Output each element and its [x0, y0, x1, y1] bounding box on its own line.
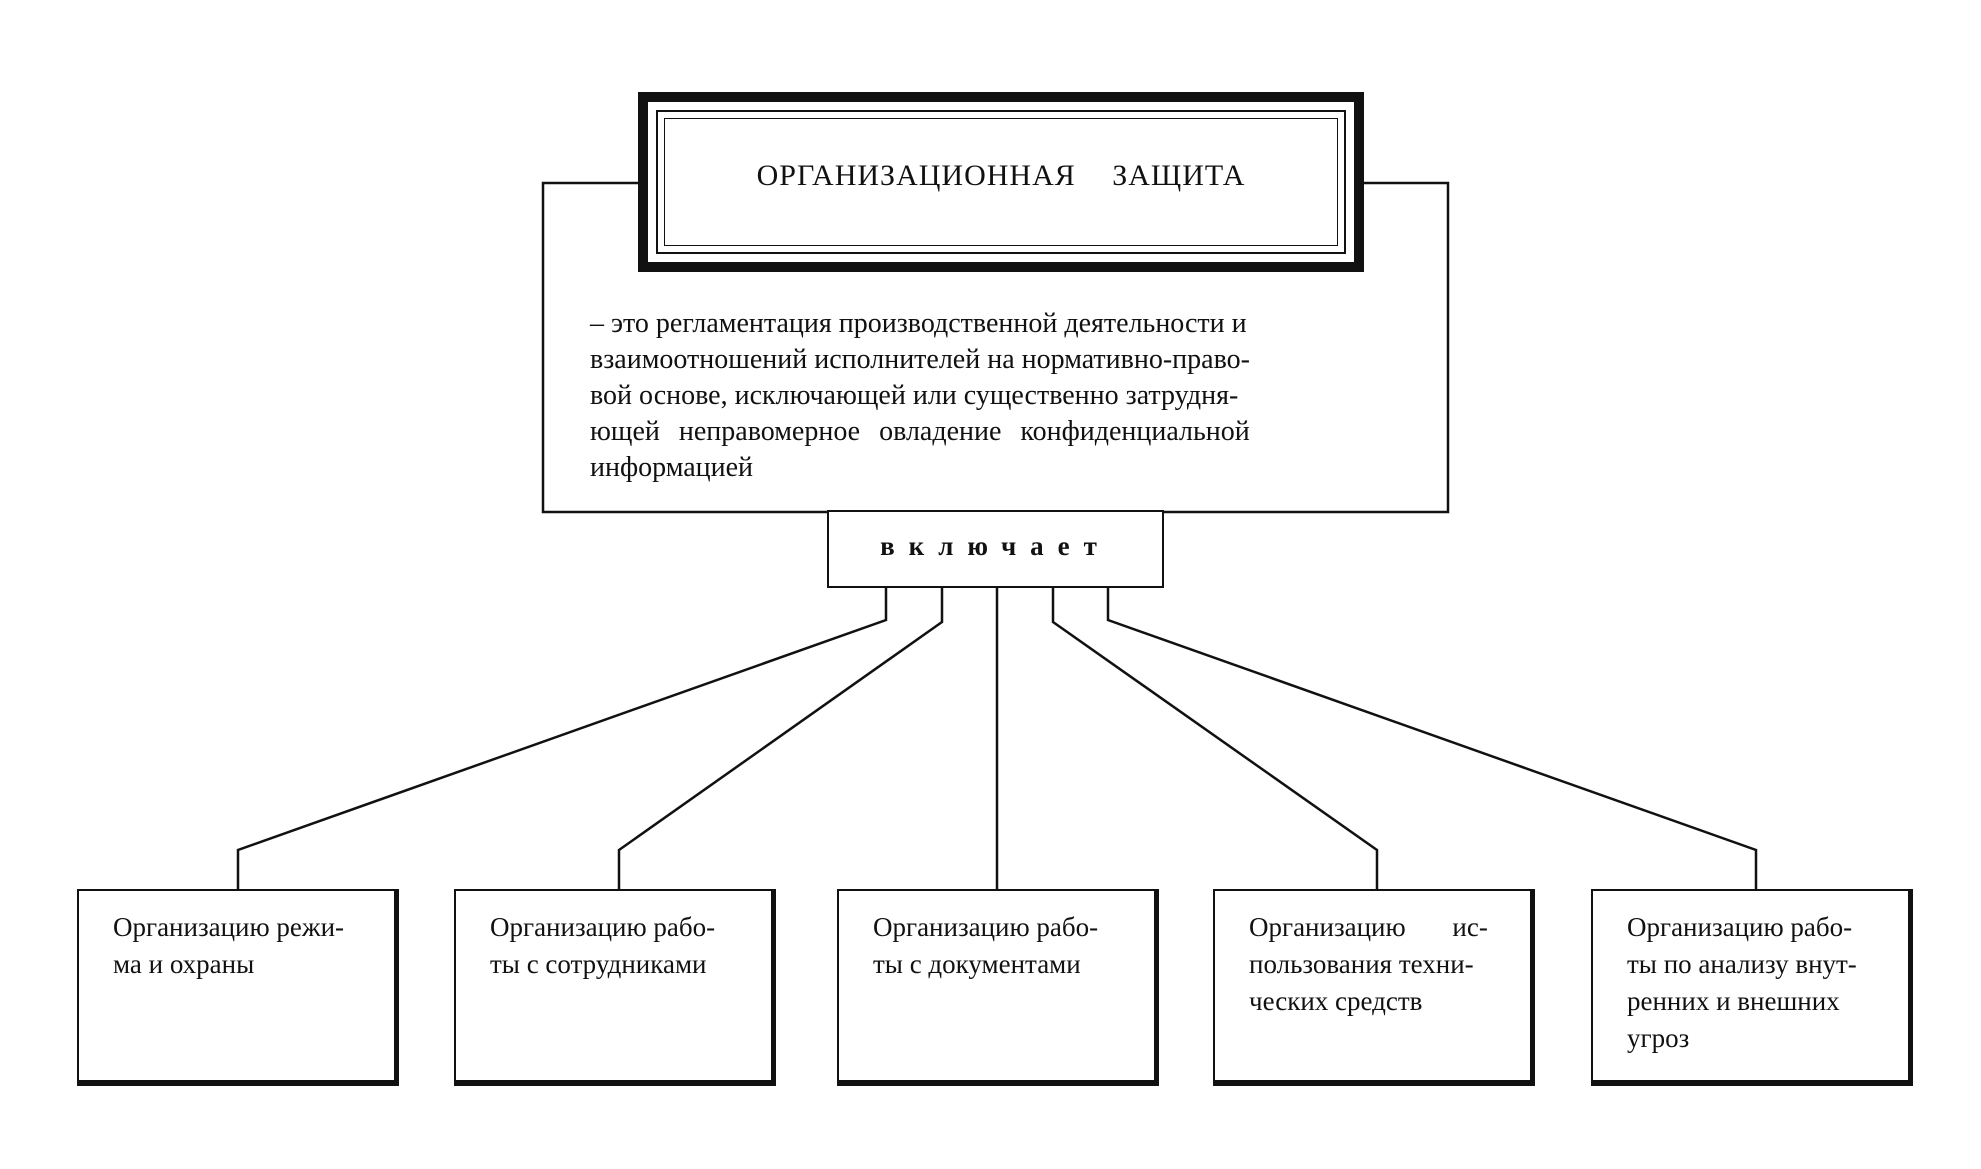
component-line: ты с документами — [873, 949, 1081, 979]
component-line: Организацию режи- — [113, 912, 345, 942]
component-line: Организацию рабо- — [1627, 912, 1853, 942]
title-box-inner-frame-2 — [664, 118, 1338, 246]
branch-regime — [238, 588, 886, 889]
component-line: ческих средств — [1249, 986, 1423, 1016]
definition-line: информацией — [590, 452, 754, 483]
diagram-title: ОРГАНИЗАЦИОННАЯ ЗАЩИТА — [756, 159, 1246, 192]
component-line: Организацию рабо- — [873, 912, 1099, 942]
component-line: угроз — [1627, 1023, 1690, 1053]
component-line: ты по анализу внут- — [1627, 949, 1857, 979]
component-regime-security — [77, 889, 399, 1086]
definition-text — [590, 306, 1395, 486]
component-line: пользования техни- — [1249, 949, 1474, 979]
includes-box — [827, 510, 1164, 588]
branch-threats — [1108, 588, 1756, 889]
branch-technical — [1053, 588, 1377, 889]
branch-staff — [619, 588, 942, 889]
component-staff-work — [454, 889, 776, 1086]
component-line: ренних и внешних — [1627, 986, 1840, 1016]
component-document-work — [837, 889, 1159, 1086]
component-threat-analysis — [1591, 889, 1913, 1086]
component-technical-means — [1213, 889, 1535, 1086]
title-box-inner-frame — [656, 110, 1346, 254]
definition-line: вой основе, исключающей или существенно затрудня- — [590, 380, 1239, 411]
component-line: Организацию рабо- — [490, 912, 716, 942]
component-line: ты с сотрудниками — [490, 949, 707, 979]
definition-line: взаимоотношений исполнителей на нормативно-право- — [590, 344, 1250, 375]
definition-line: ющей неправомерное овладение конфиденциальной — [590, 416, 1250, 447]
component-line: ма и охраны — [113, 949, 255, 979]
definition-line: – это регламентация производственной деятельности и — [590, 308, 1247, 339]
component-line: Организацию ис- — [1249, 912, 1488, 942]
includes-label: включает — [880, 530, 1111, 561]
title-box — [638, 92, 1364, 272]
